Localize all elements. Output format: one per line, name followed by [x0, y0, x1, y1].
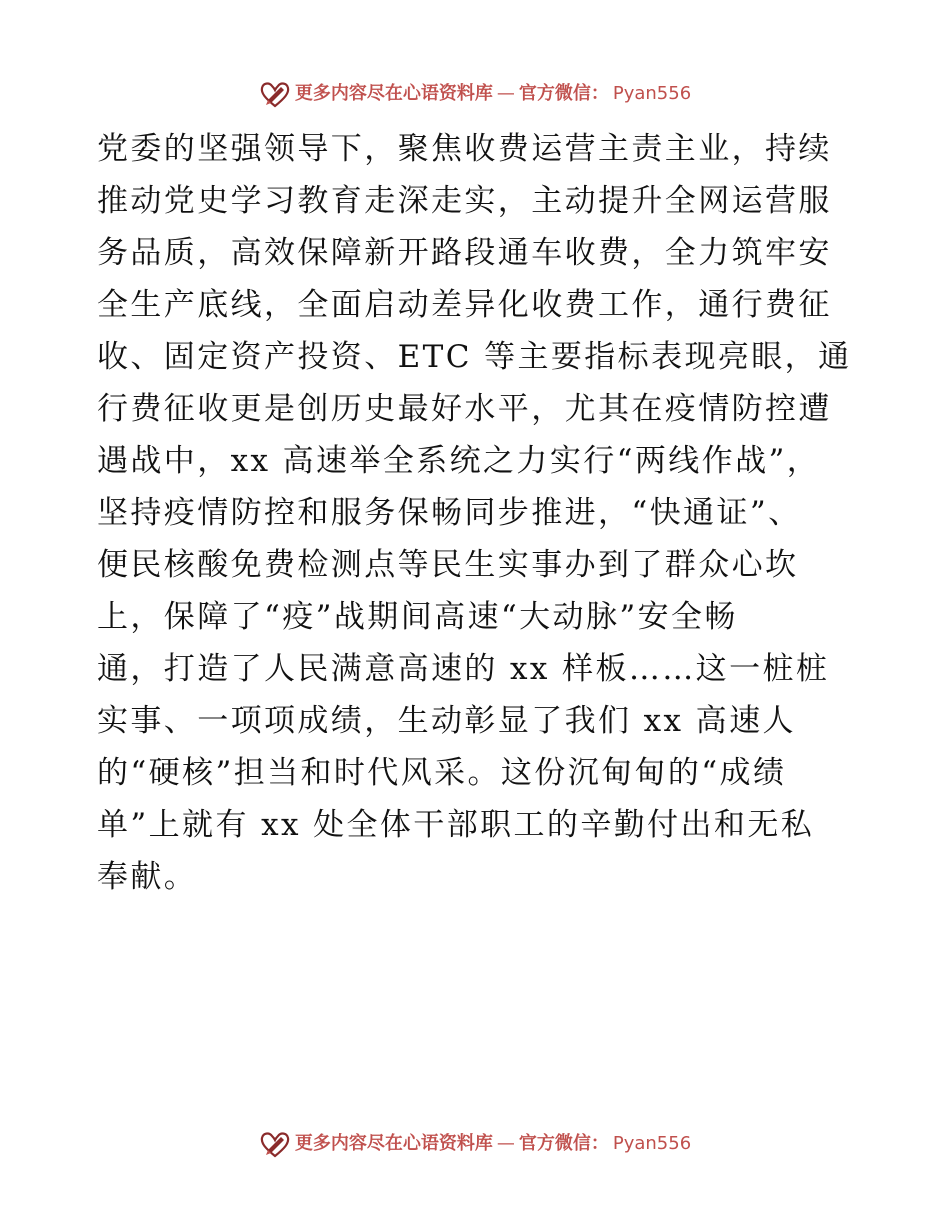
- banner-wechat-label: 官方微信：: [518, 83, 609, 104]
- paragraph-line: 行费征收更是创历史最好水平，尤其在疫情防控遭: [97, 391, 832, 427]
- heart-pen-logo-icon: [259, 78, 291, 110]
- paragraph-line: 上，保障了“疫”战期间高速“大动脉”安全畅: [97, 599, 738, 635]
- banner-wechat-id: Pyan556: [612, 83, 692, 104]
- paragraph-line: 实事、一项项成绩，生动彰显了我们 xx 高速人: [97, 703, 796, 739]
- paragraph-line: 单”上就有 xx 处全体干部职工的辛勤付出和无私: [97, 807, 815, 843]
- paragraph-line: 党委的坚强领导下，聚焦收费运营主责主业，持续: [97, 131, 832, 167]
- paragraph-line: 通，打造了人民满意高速的 xx 样板……这一桩桩: [97, 651, 830, 687]
- paragraph-line: 收、固定资产投资、ETC 等主要指标表现亮眼，通: [97, 339, 852, 375]
- banner-wechat-id: Pyan556: [612, 1133, 692, 1154]
- paragraph-line: 全生产底线，全面启动差异化收费工作，通行费征: [97, 287, 832, 323]
- paragraph-line: 务品质，高效保障新开路段通车收费，全力筑牢安: [97, 235, 832, 271]
- banner-separator: —: [496, 83, 515, 104]
- paragraph-line: 遇战中，xx 高速举全系统之力实行“两线作战”，: [97, 443, 821, 479]
- header-banner: [0, 78, 950, 110]
- paragraph-line: 奉献。: [97, 859, 198, 895]
- document-paragraph: [97, 123, 857, 903]
- paragraph-line: 的“硬核”担当和时代风采。这份沉甸甸的“成绩: [97, 755, 787, 791]
- banner-title: 更多内容尽在心语资料库: [294, 1133, 493, 1154]
- footer-banner: [0, 1128, 950, 1160]
- paragraph-line: 坚持疫情防控和服务保畅同步推进，“快通证”、: [97, 495, 802, 531]
- banner-wechat-label: 官方微信：: [518, 1133, 609, 1154]
- paragraph-line: 便民核酸免费检测点等民生实事办到了群众心坎: [97, 547, 799, 583]
- heart-pen-logo-icon: [259, 1128, 291, 1160]
- paragraph-line: 推动党史学习教育走深走实，主动提升全网运营服: [97, 183, 832, 219]
- banner-separator: —: [496, 1133, 515, 1154]
- banner-title: 更多内容尽在心语资料库: [294, 83, 493, 104]
